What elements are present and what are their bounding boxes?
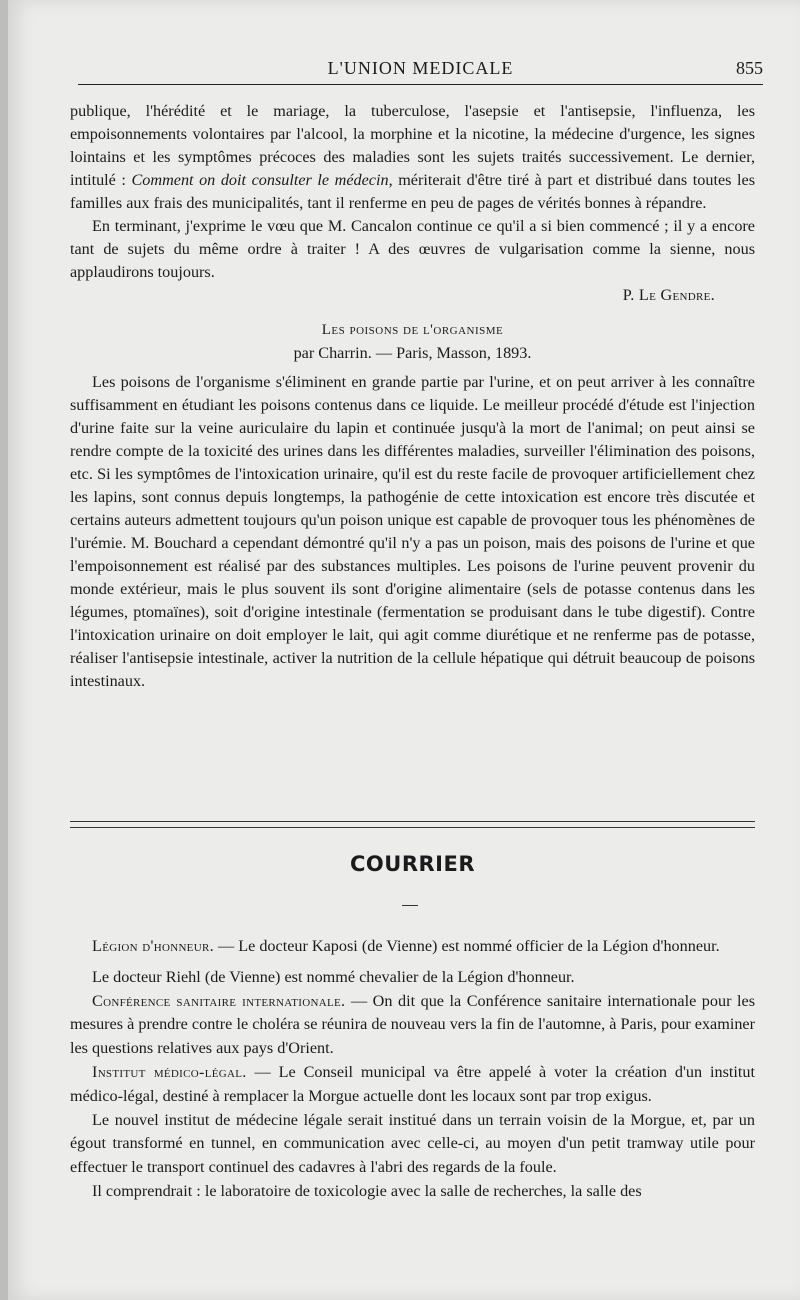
courrier-item (70, 1109, 755, 1180)
review-byline: par Charrin. — Paris, Masson, 1893. (293, 344, 532, 362)
item-heading: Institut médico-légal. (92, 1062, 247, 1081)
article-text: publique, l'hérédité et le mariage, la tuberculose, l'asepsie et l'antisepsie, l'influenza, les empoisonnements volontaires par l'alcool, la morphine et la nicotine, la médecine d'urgence, les signes lointains et les symptômes précoces des maladies sont les sujets traités successivement. Le dernier, intitulé : (70, 102, 755, 189)
item-heading: Légion d'honneur. (92, 937, 214, 955)
section-divider (70, 821, 755, 828)
article-paragraph (70, 100, 755, 215)
signature: P. Le Gendre. (622, 286, 715, 304)
courrier-item (70, 935, 755, 959)
header-rule (78, 84, 763, 85)
item-text: — On dit que la Conférence sanitaire internationale pour les mesures à prendre contre le choléra se réunira de nouveau vers la fin de l'automne, à Paris, pour examiner les questions relatives aux pays d'Orient. (70, 991, 755, 1058)
item-text: — Le docteur Kaposi (de Vienne) est nommé officier de la Légion d'honneur. (217, 937, 720, 955)
item-heading: Conférence sanitaire internationale. (92, 991, 346, 1010)
article-text-end: mériterait d'être tiré à part et distribué dans toutes les familles aux frais des municipalités, tant il renferme en peu de pages de vérités bonnes à répandre. (70, 171, 755, 212)
article-italic-title: Comment on doit consulter le médecin, (131, 171, 393, 189)
item-text: Le nouvel institut de médecine légale serait institué dans un terrain voisin de la Morgue, et, par un égout transformé en tunnel, en communication avec celle-ci, au moyen d'un petit tramway utile pour effectuer le transport continuel des cadavres à l'abri des regards de la foule. (70, 1110, 755, 1177)
courrier-item (70, 1061, 755, 1109)
courrier-item (70, 966, 755, 990)
item-text: Le docteur Riehl (de Vienne) est nommé chevalier de la Légion d'honneur. (92, 967, 575, 986)
closing-paragraph: En terminant, j'exprime le vœu que M. Cancalon continue ce qu'il a si bien commencé ; il y a encore tant de sujets du même ordre à traiter ! A des œuvres de vulgarisation comme la sienne, nous applaudirons toujours. (70, 217, 755, 281)
courrier-item (70, 990, 755, 1061)
main-text (70, 100, 755, 693)
item-text: Il comprendrait : le laboratoire de toxicologie avec la salle de recherches, la salle des (92, 1181, 642, 1200)
courrier-section (70, 935, 755, 1204)
item-text: — Le Conseil municipal va être appelé à voter la création d'un institut médico-légal, destiné à remplacer la Morgue actuelle dont les locaux sont par trop exigus. (70, 1062, 755, 1105)
title-rule (402, 905, 418, 906)
review-text: Les poisons de l'organisme s'éliminent en grande partie par l'urine, et on peut arriver à les connaître suffisamment en étudiant les poisons contenus dans ce liquide. Le meilleur procédé d'étude est l'injection d'urine faite sur la veine auriculaire du lapin et continuée jusqu'à la mort de l'animal; on peut ainsi se rendre compte de la toxicité des urines dans les différentes maladies, surveiller l'élimination des poisons, etc. Si les symptômes de l'intoxication urinaire, qu'il est du reste facile de provoquer artificiellement chez les lapins, sont connus depuis longtemps, la pathogénie de cette intoxication est encore très discutée et certains auteurs admettent toujours qu'un poison unique est capable de provoquer tous les phénomènes de l'urémie. M. Bouchard a cependant démontré qu'il n'y a pas un poison, mais des poisons de l'urine et que l'empoisonnement est réalisé par des substances multiples. Les poisons de l'urine peuvent provenir du monde extérieur, mais le plus souvent ils sont d'origine alimentaire (sels de potasse contenus dans les légumes, ptomaïnes), soit d'origine intestinale (fermentation se produisant dans le tube digestif). Contre l'intoxication urinaire on doit employer le lait, qui agit comme diurétique et ne renferme pas de potasse, réaliser l'antisepsie intestinale, activer la nutrition de la cellule hépatique qui détruit beaucoup de poisons intestinaux. (70, 373, 755, 690)
section-title: COURRIER (350, 852, 475, 876)
running-title: L'UNION MEDICALE (327, 58, 514, 78)
page-number: 855 (736, 58, 763, 78)
page-header (78, 52, 763, 86)
review-title: Les poisons de l'organisme (321, 322, 504, 338)
courrier-item (70, 1180, 755, 1204)
